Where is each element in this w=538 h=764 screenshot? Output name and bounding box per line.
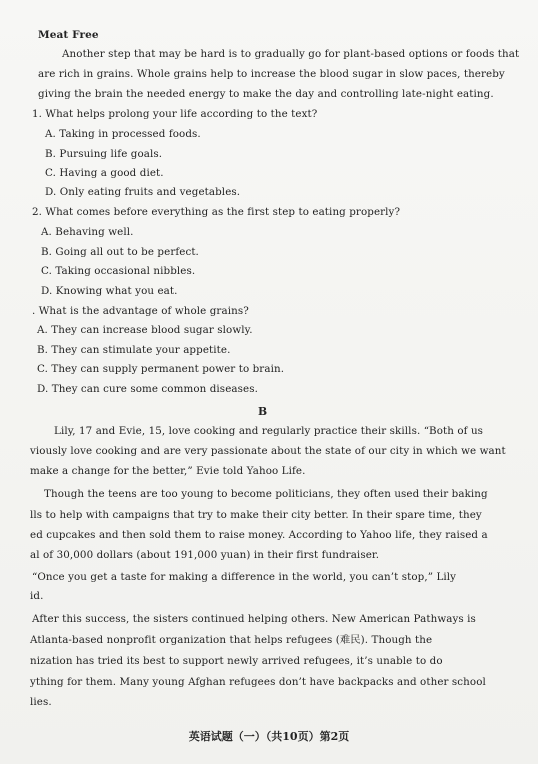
passage-line: After this success, the sisters continued helping others. New American Pathways is	[32, 613, 476, 625]
answer-option: C. They can supply permanent power to brain.	[37, 363, 285, 375]
answer-option: B. Going all out to be perfect.	[41, 246, 199, 258]
passage-line: ything for them. Many young Afghan refugees don’t have backpacks and other school	[30, 676, 486, 688]
answer-option: C. Having a good diet.	[45, 167, 164, 179]
paragraph-line: Another step that may be hard is to gradually go for plant-based options or foods that	[62, 48, 520, 60]
passage-line: lls to help with campaigns that try to make their city better. In their spare time, they	[30, 509, 482, 521]
page-footer: 英语试题（一）（共10页）第2页	[188, 730, 350, 743]
answer-option: B. Pursuing life goals.	[45, 148, 163, 160]
passage-line: nization has tried its best to support newly arrived refugees, it’s unable to do	[30, 655, 443, 667]
answer-option: D. They can cure some common diseases.	[37, 383, 258, 395]
passage-line: Though the teens are too young to become politicians, they often used their baking	[44, 488, 488, 500]
paragraph-line: giving the brain the needed energy to make the day and controlling late-night eating.	[38, 88, 494, 100]
section-subheading: Meat Free	[38, 29, 99, 41]
passage-line: Atlanta-based nonprofit organization that helps refugees (难民). Though the	[30, 634, 433, 646]
passage-line: Lily, 17 and Evie, 15, love cooking and regularly practice their skills. “Both of us	[54, 425, 484, 437]
question-stem: 1. What helps prolong your life according to the text?	[32, 108, 318, 120]
answer-option: D. Only eating fruits and vegetables.	[45, 186, 241, 198]
answer-option: C. Taking occasional nibbles.	[41, 265, 196, 277]
question-stem: . What is the advantage of whole grains?	[32, 305, 249, 317]
answer-option: A. Behaving well.	[41, 226, 134, 238]
passage-line: make a change for the better,” Evie told Yahoo Life.	[30, 465, 306, 477]
paragraph-line: are rich in grains. Whole grains help to increase the blood sugar in slow paces, thereby	[38, 68, 505, 80]
answer-option: B. They can stimulate your appetite.	[37, 344, 231, 356]
section-label: B	[258, 405, 268, 418]
passage-line: al of 30,000 dollars (about 191,000 yuan) in their first fundraiser.	[30, 549, 380, 561]
answer-option: A. They can increase blood sugar slowly.	[37, 324, 253, 336]
passage-line: lies.	[30, 696, 52, 708]
passage-line: id.	[30, 590, 44, 602]
answer-option: D. Knowing what you eat.	[41, 285, 178, 297]
passage-line: viously love cooking and are very passionate about the state of our city in which we want	[30, 445, 506, 457]
question-stem: 2. What comes before everything as the first step to eating properly?	[32, 206, 401, 218]
answer-option: A. Taking in processed foods.	[45, 128, 201, 140]
passage-line: ed cupcakes and then sold them to raise money. According to Yahoo life, they raised a	[30, 529, 488, 541]
passage-line: “Once you get a taste for making a difference in the world, you can’t stop,” Lily	[32, 571, 457, 583]
